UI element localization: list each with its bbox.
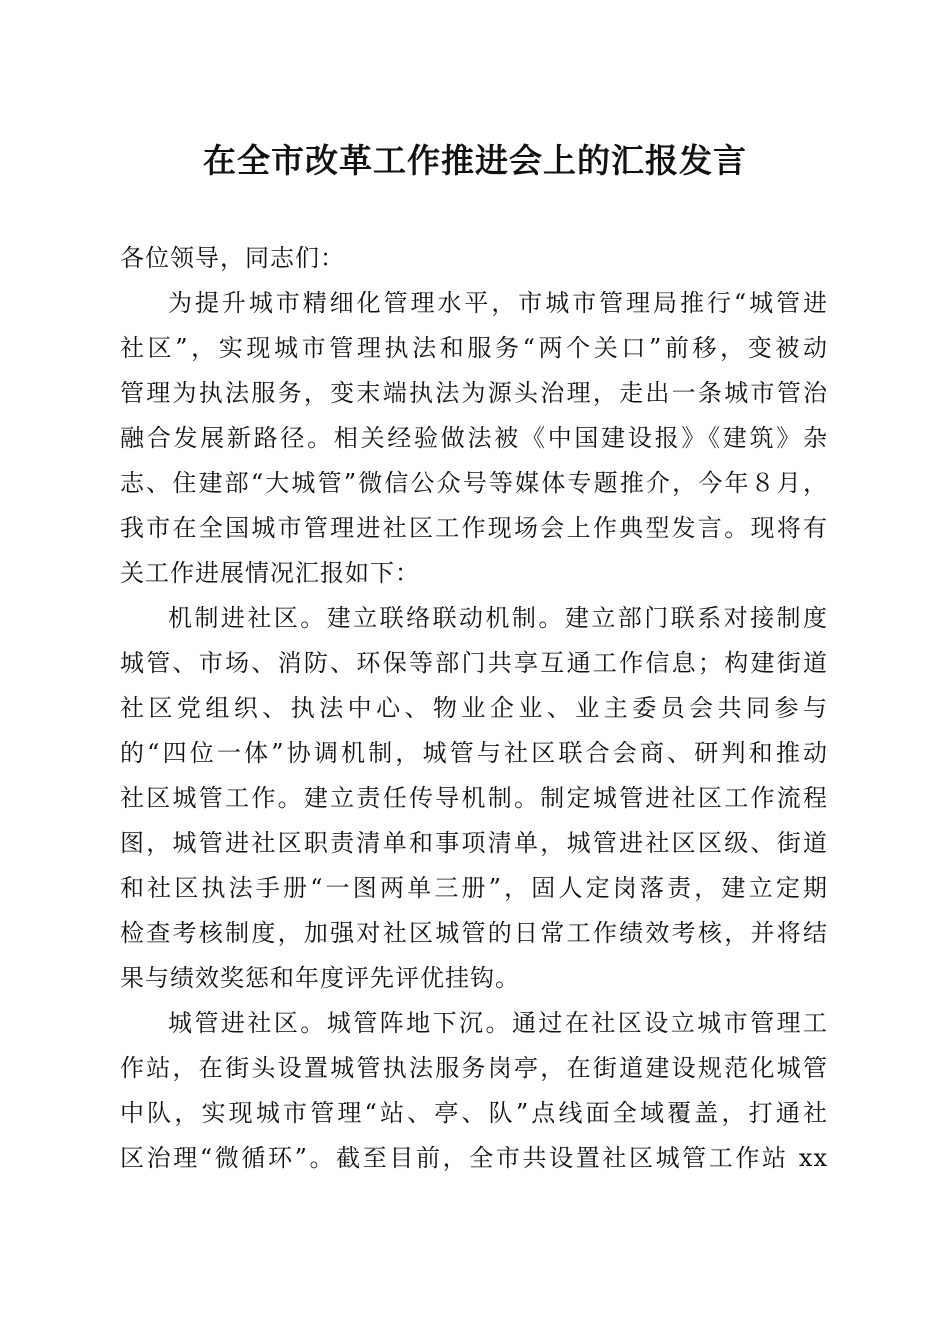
paragraph-line: 机制进社区。建立联络联动机制。建立部门联系对接制度 xyxy=(168,604,828,632)
paragraph-line: 关工作进展情况汇报如下： xyxy=(120,559,420,587)
paragraph-line: 管理为执法服务，变末端执法为源头治理，走出一条城市管治 xyxy=(120,379,828,407)
paragraph-line: 作站，在街头设置城管执法服务岗亭，在街道建设规范化城管 xyxy=(120,1054,828,1082)
paragraph-line: 和社区执法手册“一图两单三册”，固人定岗落责，建立定期 xyxy=(120,874,828,902)
paragraph-line: 果与绩效奖惩和年度评先评优挂钩。 xyxy=(120,964,520,992)
paragraph-line: 检查考核制度，加强对社区城管的日常工作绩效考核，并将结 xyxy=(120,919,828,947)
paragraph-line: 志、住建部“大城管”微信公众号等媒体专题推介，今年８月， xyxy=(120,469,828,497)
paragraph-line: 区治理“微循环”。截至目前，全市共设置社区城管工作站 xx xyxy=(120,1144,828,1172)
paragraph-line: 社区党组织、执法中心、物业企业、业主委员会共同参与 xyxy=(120,694,828,722)
paragraph-line: 为提升城市精细化管理水平，市城市管理局推行“城管进 xyxy=(168,289,828,317)
paragraph-line: 城管进社区。城管阵地下沉。通过在社区设立城市管理工 xyxy=(168,1009,828,1037)
paragraph-mechanism xyxy=(120,596,828,1001)
paragraph-line: 中队，实现城市管理“站、亭、队”点线面全域覆盖，打通社 xyxy=(120,1099,828,1127)
paragraph-line: 社区城管工作。建立责任传导机制。制定城管进社区工作流程 xyxy=(120,784,828,812)
document-title: 在全市改革工作推进会上的汇报发言 xyxy=(203,141,747,180)
paragraph-line: 的“四位一体”协调机制，城管与社区联合会商、研判和推动 xyxy=(120,739,828,767)
paragraph-line: 社区”，实现城市管理执法和服务“两个关口”前移，变被动 xyxy=(120,334,828,362)
paragraph-urban-management xyxy=(120,1001,828,1181)
paragraph-intro xyxy=(120,281,828,596)
document-body xyxy=(120,236,828,1181)
paragraph-line: 我市在全国城市管理进社区工作现场会上作典型发言。现将有 xyxy=(120,514,828,542)
paragraph-line: 融合发展新路径。相关经验做法被《中国建设报》《建筑》杂 xyxy=(120,424,828,452)
paragraph-line: 城管、市场、消防、环保等部门共享互通工作信息；构建街道 xyxy=(120,649,828,677)
salutation: 各位领导，同志们： xyxy=(120,244,345,272)
paragraph-line: 图，城管进社区职责清单和事项清单，城管进社区区级、街道 xyxy=(120,829,828,857)
